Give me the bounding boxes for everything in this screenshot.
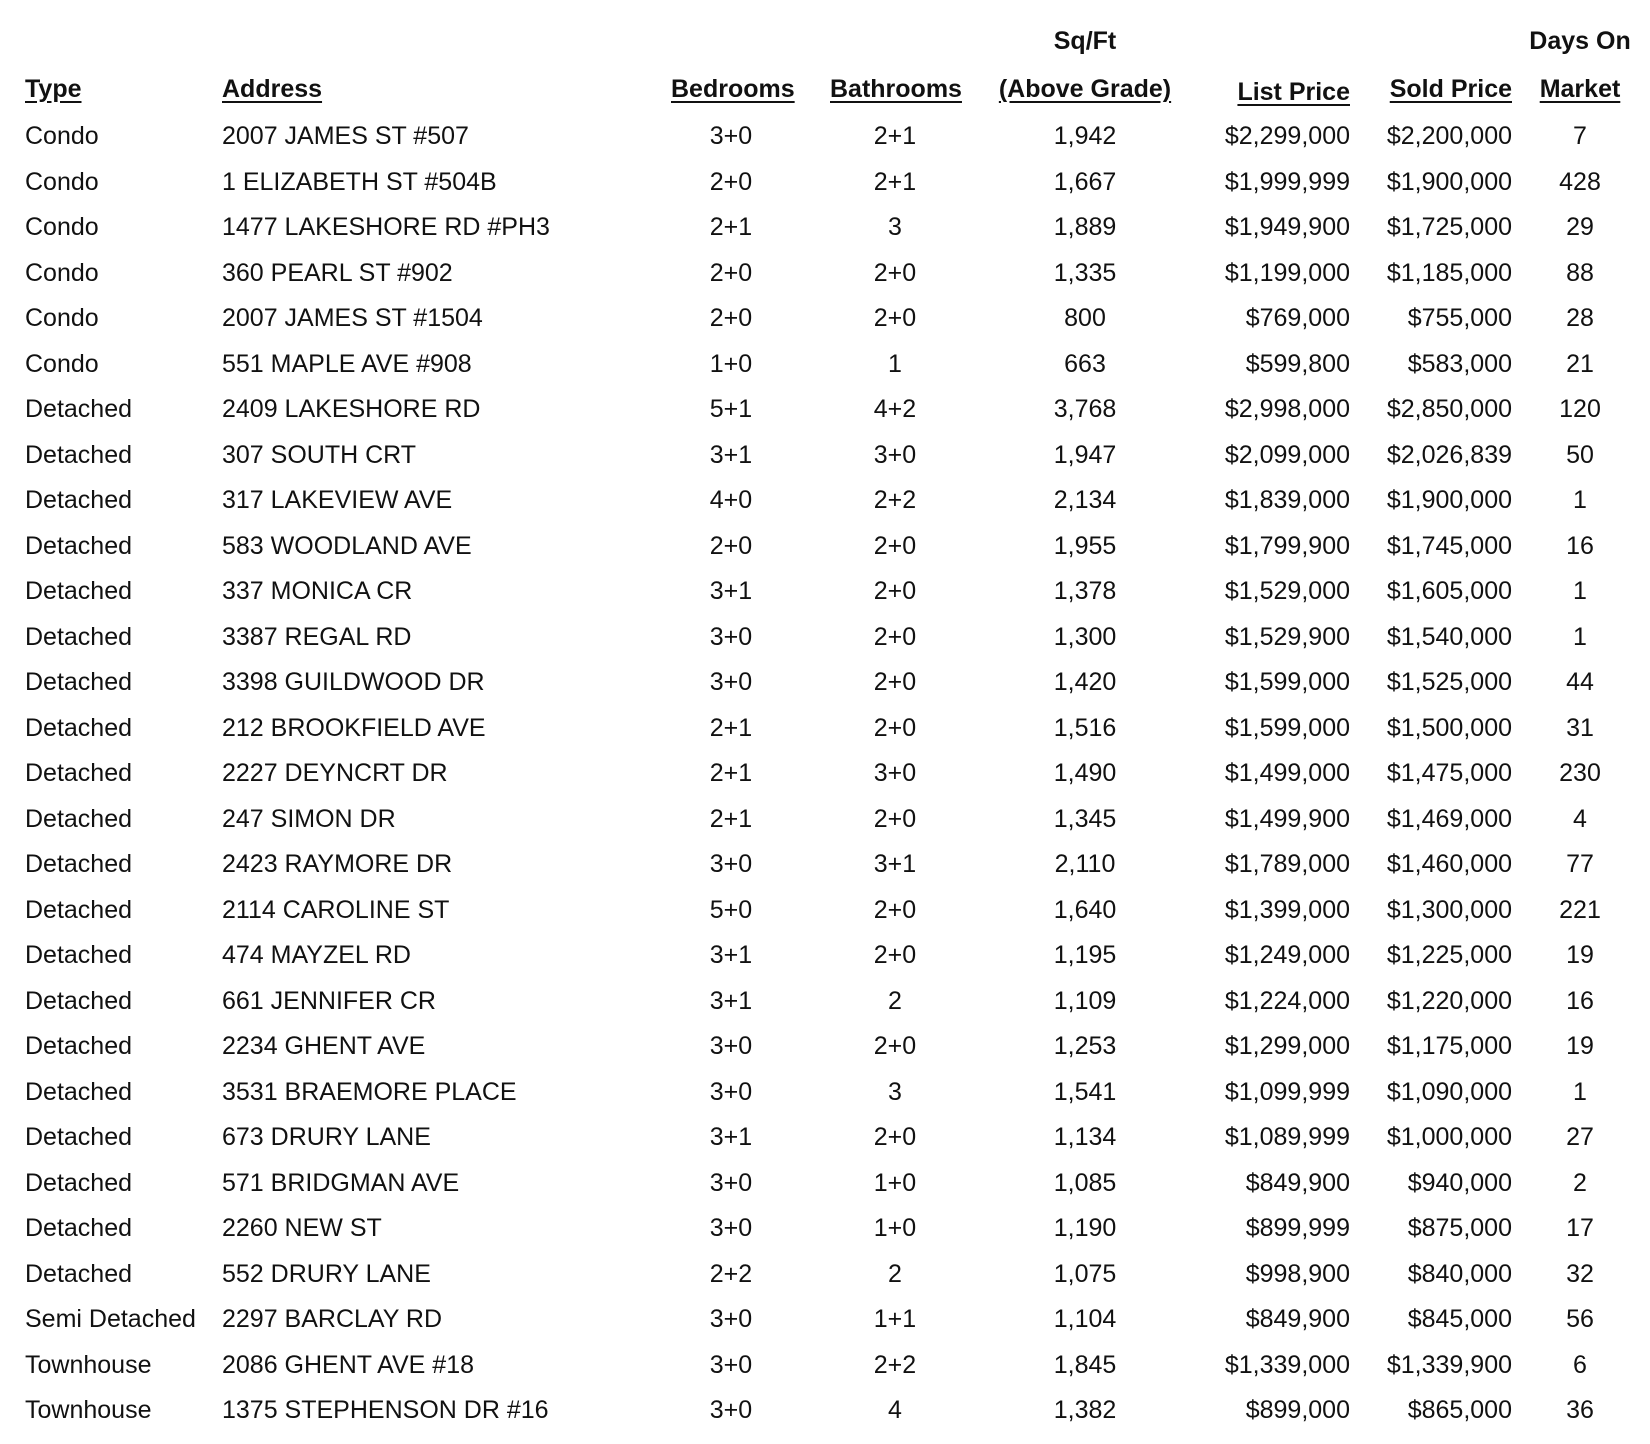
cell-bathrooms: 3 bbox=[888, 1077, 902, 1106]
cell-type: Detached bbox=[25, 850, 133, 878]
cell-sold-price: $1,175,000 bbox=[1386, 1032, 1512, 1060]
cell-sold-price: $865,000 bbox=[1407, 1396, 1512, 1424]
cell-bathrooms: 3+0 bbox=[873, 440, 917, 469]
table-row bbox=[0, 1213, 1650, 1259]
cell-sqft: 2,110 bbox=[1054, 850, 1116, 878]
cell-bathrooms: 2+0 bbox=[873, 258, 917, 287]
cell-bathrooms: 3+1 bbox=[873, 850, 917, 878]
cell-bedrooms: 3+1 bbox=[709, 941, 753, 969]
cell-days-on-market: 6 bbox=[1573, 1350, 1587, 1379]
cell-days-on-market: 120 bbox=[1559, 395, 1601, 423]
cell-sqft: 1,667 bbox=[1053, 167, 1117, 196]
table-row bbox=[0, 1031, 1650, 1077]
cell-sold-price: $1,225,000 bbox=[1386, 941, 1512, 969]
cell-bathrooms: 2+0 bbox=[873, 304, 917, 332]
table-row bbox=[0, 394, 1650, 440]
cell-bathrooms: 2+0 bbox=[873, 1032, 917, 1060]
cell-list-price: $1,224,000 bbox=[1224, 986, 1350, 1015]
cell-sqft: 1,335 bbox=[1053, 258, 1117, 287]
cell-list-price: $1,529,900 bbox=[1224, 622, 1350, 651]
cell-days-on-market: 428 bbox=[1559, 167, 1601, 196]
cell-list-price: $1,099,999 bbox=[1224, 1077, 1350, 1106]
cell-sqft: 1,345 bbox=[1053, 804, 1117, 833]
cell-bedrooms: 3+0 bbox=[709, 1305, 753, 1333]
cell-sold-price: $840,000 bbox=[1407, 1259, 1512, 1288]
cell-days-on-market: 77 bbox=[1566, 850, 1594, 878]
cell-sold-price: $1,185,000 bbox=[1386, 258, 1512, 287]
header-sold-price: Sold Price bbox=[1389, 75, 1512, 103]
cell-bedrooms: 3+0 bbox=[709, 122, 753, 150]
cell-days-on-market: 28 bbox=[1566, 304, 1594, 332]
cell-days-on-market: 88 bbox=[1566, 258, 1594, 287]
cell-days-on-market: 1 bbox=[1573, 1077, 1587, 1106]
cell-list-price: $1,529,000 bbox=[1224, 577, 1350, 605]
cell-list-price: $1,599,000 bbox=[1224, 668, 1350, 696]
table-row bbox=[0, 212, 1650, 258]
cell-address: 2423 RAYMORE DR bbox=[222, 850, 453, 878]
cell-days-on-market: 1 bbox=[1573, 622, 1587, 651]
cell-sqft: 1,075 bbox=[1053, 1259, 1117, 1288]
cell-list-price: $1,089,999 bbox=[1224, 1123, 1350, 1151]
table-row bbox=[0, 986, 1650, 1032]
cell-list-price: $2,299,000 bbox=[1224, 122, 1350, 150]
cell-type: Detached bbox=[25, 577, 133, 605]
cell-type: Detached bbox=[25, 759, 133, 787]
cell-sqft: 1,942 bbox=[1053, 122, 1117, 150]
cell-bathrooms: 2+0 bbox=[873, 1123, 917, 1151]
cell-type: Detached bbox=[25, 986, 133, 1015]
cell-days-on-market: 19 bbox=[1566, 941, 1594, 969]
cell-sqft: 1,955 bbox=[1053, 531, 1117, 560]
cell-bathrooms: 2+0 bbox=[873, 941, 917, 969]
cell-address: 317 LAKEVIEW AVE bbox=[222, 486, 453, 514]
table-row bbox=[0, 1168, 1650, 1214]
cell-list-price: $2,099,000 bbox=[1224, 440, 1350, 469]
cell-sqft: 2,134 bbox=[1053, 486, 1117, 514]
cell-sqft: 800 bbox=[1064, 304, 1106, 332]
header-bedrooms: Bedrooms bbox=[671, 75, 795, 103]
cell-type: Detached bbox=[25, 941, 133, 969]
cell-type: Detached bbox=[25, 1077, 133, 1106]
cell-bathrooms: 2+0 bbox=[873, 622, 917, 651]
cell-sqft: 1,085 bbox=[1053, 1168, 1117, 1197]
cell-address: 571 BRIDGMAN AVE bbox=[222, 1168, 460, 1197]
cell-sold-price: $2,850,000 bbox=[1386, 395, 1512, 423]
cell-list-price: $1,599,000 bbox=[1224, 713, 1350, 742]
cell-list-price: $1,499,900 bbox=[1224, 804, 1350, 833]
cell-sqft: 1,541 bbox=[1053, 1077, 1117, 1106]
cell-sqft: 1,134 bbox=[1053, 1123, 1117, 1151]
cell-sold-price: $1,605,000 bbox=[1386, 577, 1512, 605]
cell-bedrooms: 2+0 bbox=[709, 531, 753, 560]
cell-type: Detached bbox=[25, 1123, 133, 1151]
table-row bbox=[0, 531, 1650, 577]
cell-type: Detached bbox=[25, 1259, 133, 1288]
cell-days-on-market: 7 bbox=[1573, 122, 1587, 150]
cell-bathrooms: 2+0 bbox=[873, 577, 917, 605]
cell-bedrooms: 2+0 bbox=[709, 304, 753, 332]
table-row bbox=[0, 485, 1650, 531]
cell-bathrooms: 2 bbox=[888, 1259, 902, 1288]
cell-bedrooms: 5+0 bbox=[709, 895, 753, 924]
cell-address: 2297 BARCLAY RD bbox=[222, 1305, 443, 1333]
cell-bedrooms: 2+1 bbox=[709, 213, 753, 241]
cell-bathrooms: 2+2 bbox=[873, 486, 917, 514]
cell-bedrooms: 3+0 bbox=[709, 1396, 753, 1424]
cell-bedrooms: 2+2 bbox=[709, 1259, 753, 1288]
table-row bbox=[0, 713, 1650, 759]
cell-type: Detached bbox=[25, 895, 133, 924]
cell-list-price: $1,949,900 bbox=[1224, 213, 1350, 241]
cell-address: 2086 GHENT AVE #18 bbox=[222, 1350, 475, 1379]
cell-bedrooms: 2+0 bbox=[709, 258, 753, 287]
cell-days-on-market: 16 bbox=[1566, 531, 1594, 560]
cell-sqft: 1,195 bbox=[1053, 941, 1117, 969]
cell-address: 3387 REGAL RD bbox=[222, 622, 412, 651]
cell-bedrooms: 2+1 bbox=[709, 713, 753, 742]
table-row bbox=[0, 804, 1650, 850]
cell-days-on-market: 1 bbox=[1573, 577, 1587, 605]
cell-address: 1375 STEPHENSON DR #16 bbox=[222, 1396, 549, 1424]
cell-type: Detached bbox=[25, 668, 133, 696]
cell-address: 1477 LAKESHORE RD #PH3 bbox=[222, 213, 550, 241]
cell-sold-price: $1,469,000 bbox=[1386, 804, 1512, 833]
cell-type: Townhouse bbox=[25, 1350, 152, 1379]
cell-days-on-market: 16 bbox=[1566, 986, 1594, 1015]
cell-days-on-market: 21 bbox=[1566, 349, 1594, 378]
header-address: Address bbox=[222, 75, 323, 103]
cell-list-price: $1,399,000 bbox=[1224, 895, 1350, 924]
cell-sold-price: $1,460,000 bbox=[1386, 850, 1512, 878]
cell-address: 2114 CAROLINE ST bbox=[222, 895, 450, 924]
cell-type: Townhouse bbox=[25, 1396, 152, 1424]
table-row bbox=[0, 895, 1650, 941]
cell-address: 2409 LAKESHORE RD bbox=[222, 395, 481, 423]
header-sqft-line2: (Above Grade) bbox=[998, 75, 1172, 103]
cell-type: Detached bbox=[25, 713, 133, 742]
cell-list-price: $2,998,000 bbox=[1224, 395, 1350, 423]
cell-bedrooms: 2+1 bbox=[709, 804, 753, 833]
cell-sold-price: $1,745,000 bbox=[1386, 531, 1512, 560]
cell-type: Condo bbox=[25, 213, 99, 241]
cell-days-on-market: 50 bbox=[1566, 440, 1594, 469]
table-row bbox=[0, 1395, 1650, 1441]
cell-address: 1 ELIZABETH ST #504B bbox=[222, 167, 497, 196]
cell-address: 2007 JAMES ST #1504 bbox=[222, 304, 483, 332]
cell-address: 2227 DEYNCRT DR bbox=[222, 759, 448, 787]
cell-sqft: 1,104 bbox=[1053, 1305, 1117, 1333]
cell-days-on-market: 2 bbox=[1573, 1168, 1587, 1197]
cell-sqft: 1,516 bbox=[1053, 713, 1117, 742]
table-row bbox=[0, 1350, 1650, 1396]
cell-sqft: 1,490 bbox=[1053, 759, 1117, 787]
cell-type: Detached bbox=[25, 1032, 133, 1060]
cell-bathrooms: 1 bbox=[888, 349, 902, 378]
cell-bathrooms: 2+1 bbox=[873, 167, 917, 196]
cell-address: 673 DRURY LANE bbox=[222, 1123, 431, 1151]
header-days-line1: Days On bbox=[1529, 27, 1631, 55]
cell-sold-price: $875,000 bbox=[1407, 1214, 1512, 1242]
cell-sqft: 1,640 bbox=[1053, 895, 1117, 924]
cell-list-price: $769,000 bbox=[1245, 304, 1350, 332]
cell-bathrooms: 1+1 bbox=[873, 1305, 917, 1333]
cell-sqft: 663 bbox=[1064, 349, 1106, 378]
cell-bedrooms: 3+1 bbox=[709, 986, 753, 1015]
cell-bedrooms: 4+0 bbox=[709, 486, 753, 514]
cell-type: Condo bbox=[25, 122, 99, 150]
cell-sold-price: $1,090,000 bbox=[1386, 1077, 1512, 1106]
table-row bbox=[0, 1122, 1650, 1168]
table-row bbox=[0, 121, 1650, 167]
cell-list-price: $899,999 bbox=[1245, 1214, 1350, 1242]
cell-days-on-market: 221 bbox=[1559, 895, 1601, 924]
cell-list-price: $1,499,000 bbox=[1224, 759, 1350, 787]
cell-list-price: $849,900 bbox=[1245, 1305, 1350, 1333]
cell-sold-price: $1,339,900 bbox=[1386, 1350, 1512, 1379]
cell-sold-price: $1,725,000 bbox=[1386, 213, 1512, 241]
cell-bedrooms: 3+0 bbox=[709, 1214, 753, 1242]
cell-type: Condo bbox=[25, 258, 99, 287]
cell-address: 212 BROOKFIELD AVE bbox=[222, 713, 486, 742]
cell-address: 2007 JAMES ST #507 bbox=[222, 122, 469, 150]
cell-sold-price: $1,900,000 bbox=[1386, 167, 1512, 196]
cell-sqft: 1,382 bbox=[1053, 1396, 1117, 1424]
table-row bbox=[0, 758, 1650, 804]
cell-sqft: 1,109 bbox=[1053, 986, 1117, 1015]
cell-sqft: 1,378 bbox=[1053, 577, 1117, 605]
cell-type: Detached bbox=[25, 1214, 133, 1242]
table-row bbox=[0, 1077, 1650, 1123]
table-row bbox=[0, 440, 1650, 486]
cell-address: 2234 GHENT AVE bbox=[222, 1032, 426, 1060]
cell-bedrooms: 3+1 bbox=[709, 577, 753, 605]
cell-bathrooms: 2+0 bbox=[873, 804, 917, 833]
cell-address: 3398 GUILDWOOD DR bbox=[222, 668, 485, 696]
cell-sqft: 1,420 bbox=[1053, 668, 1117, 696]
cell-sold-price: $1,000,000 bbox=[1386, 1123, 1512, 1151]
cell-sold-price: $845,000 bbox=[1407, 1305, 1512, 1333]
cell-list-price: $998,900 bbox=[1245, 1259, 1350, 1288]
cell-sqft: 1,253 bbox=[1053, 1032, 1117, 1060]
cell-list-price: $1,249,000 bbox=[1224, 941, 1350, 969]
cell-bedrooms: 5+1 bbox=[709, 395, 753, 423]
cell-list-price: $1,789,000 bbox=[1224, 850, 1350, 878]
cell-list-price: $1,299,000 bbox=[1224, 1032, 1350, 1060]
cell-bedrooms: 3+0 bbox=[709, 622, 753, 651]
table-row bbox=[0, 1304, 1650, 1350]
cell-list-price: $1,799,900 bbox=[1224, 531, 1350, 560]
table-row bbox=[0, 258, 1650, 304]
table-row bbox=[0, 349, 1650, 395]
cell-type: Condo bbox=[25, 349, 99, 378]
table-row bbox=[0, 1259, 1650, 1305]
cell-bedrooms: 3+0 bbox=[709, 850, 753, 878]
cell-bathrooms: 2+0 bbox=[873, 668, 917, 696]
cell-bedrooms: 3+1 bbox=[709, 1123, 753, 1151]
cell-bathrooms: 2+0 bbox=[873, 713, 917, 742]
cell-bedrooms: 3+1 bbox=[709, 440, 753, 469]
cell-list-price: $1,339,000 bbox=[1224, 1350, 1350, 1379]
cell-days-on-market: 1 bbox=[1573, 486, 1587, 514]
cell-bathrooms: 4 bbox=[888, 1396, 902, 1424]
cell-bedrooms: 3+0 bbox=[709, 1077, 753, 1106]
cell-sqft: 1,300 bbox=[1053, 622, 1117, 651]
cell-days-on-market: 32 bbox=[1566, 1259, 1594, 1288]
cell-sold-price: $1,300,000 bbox=[1386, 895, 1512, 924]
cell-days-on-market: 29 bbox=[1566, 213, 1594, 241]
cell-bathrooms: 4+2 bbox=[873, 395, 917, 423]
cell-type: Detached bbox=[25, 395, 133, 423]
table-row bbox=[0, 849, 1650, 895]
table-body bbox=[0, 121, 1650, 1441]
cell-bathrooms: 2+1 bbox=[873, 122, 917, 150]
cell-sqft: 3,768 bbox=[1053, 395, 1117, 423]
cell-type: Detached bbox=[25, 531, 133, 560]
cell-address: 474 MAYZEL RD bbox=[222, 941, 411, 969]
table-row bbox=[0, 303, 1650, 349]
cell-list-price: $899,000 bbox=[1245, 1396, 1350, 1424]
header-days-line2: Market bbox=[1539, 75, 1621, 103]
table-row bbox=[0, 576, 1650, 622]
cell-days-on-market: 230 bbox=[1559, 759, 1601, 787]
cell-sold-price: $1,525,000 bbox=[1386, 668, 1512, 696]
cell-bathrooms: 1+0 bbox=[873, 1168, 917, 1197]
cell-days-on-market: 31 bbox=[1566, 713, 1594, 742]
cell-list-price: $1,839,000 bbox=[1224, 486, 1350, 514]
cell-sold-price: $2,026,839 bbox=[1386, 440, 1512, 469]
cell-sqft: 1,190 bbox=[1053, 1214, 1117, 1242]
cell-days-on-market: 4 bbox=[1573, 804, 1587, 833]
table-row bbox=[0, 622, 1650, 668]
cell-sqft: 1,889 bbox=[1053, 213, 1117, 241]
cell-list-price: $599,800 bbox=[1245, 349, 1350, 378]
cell-address: 661 JENNIFER CR bbox=[222, 986, 436, 1015]
cell-type: Detached bbox=[25, 804, 133, 833]
cell-type: Condo bbox=[25, 167, 99, 196]
cell-bathrooms: 2+0 bbox=[873, 895, 917, 924]
cell-address: 2260 NEW ST bbox=[222, 1214, 382, 1242]
cell-sold-price: $1,900,000 bbox=[1386, 486, 1512, 514]
cell-bedrooms: 1+0 bbox=[709, 349, 753, 378]
cell-days-on-market: 27 bbox=[1566, 1123, 1594, 1151]
cell-days-on-market: 56 bbox=[1566, 1305, 1594, 1333]
cell-bedrooms: 3+0 bbox=[709, 1350, 753, 1379]
cell-bedrooms: 3+0 bbox=[709, 668, 753, 696]
cell-type: Detached bbox=[25, 486, 133, 514]
cell-type: Detached bbox=[25, 1168, 133, 1197]
cell-address: 551 MAPLE AVE #908 bbox=[222, 349, 472, 378]
cell-days-on-market: 19 bbox=[1566, 1032, 1594, 1060]
cell-sold-price: $583,000 bbox=[1407, 349, 1512, 378]
cell-sold-price: $940,000 bbox=[1407, 1168, 1512, 1197]
cell-bathrooms: 2+0 bbox=[873, 531, 917, 560]
cell-list-price: $1,999,999 bbox=[1224, 167, 1350, 196]
cell-bathrooms: 2 bbox=[888, 986, 902, 1015]
table-row bbox=[0, 667, 1650, 713]
cell-type: Condo bbox=[25, 304, 99, 332]
table-row bbox=[0, 940, 1650, 986]
cell-sold-price: $1,475,000 bbox=[1386, 759, 1512, 787]
cell-days-on-market: 36 bbox=[1566, 1396, 1594, 1424]
cell-address: 583 WOODLAND AVE bbox=[222, 531, 472, 560]
cell-address: 337 MONICA CR bbox=[222, 577, 413, 605]
cell-sold-price: $1,500,000 bbox=[1386, 713, 1512, 742]
header-bathrooms: Bathrooms bbox=[830, 75, 962, 103]
table-row bbox=[0, 167, 1650, 213]
cell-bathrooms: 3 bbox=[888, 213, 902, 241]
cell-bathrooms: 1+0 bbox=[873, 1214, 917, 1242]
cell-bedrooms: 3+0 bbox=[709, 1168, 753, 1197]
cell-type: Detached bbox=[25, 622, 133, 651]
cell-bedrooms: 2+1 bbox=[709, 759, 753, 787]
cell-address: 3531 BRAEMORE PLACE bbox=[222, 1077, 517, 1106]
cell-sold-price: $1,540,000 bbox=[1386, 622, 1512, 651]
cell-bathrooms: 3+0 bbox=[873, 759, 917, 787]
cell-sqft: 1,845 bbox=[1053, 1350, 1117, 1379]
cell-type: Detached bbox=[25, 440, 133, 469]
cell-address: 552 DRURY LANE bbox=[222, 1259, 431, 1288]
cell-days-on-market: 44 bbox=[1566, 668, 1594, 696]
cell-bathrooms: 2+2 bbox=[873, 1350, 917, 1379]
cell-address: 247 SIMON DR bbox=[222, 804, 396, 833]
header-list-price: List Price bbox=[1237, 78, 1350, 106]
cell-bedrooms: 3+0 bbox=[709, 1032, 753, 1060]
cell-bedrooms: 2+0 bbox=[709, 167, 753, 196]
cell-address: 360 PEARL ST #902 bbox=[222, 258, 453, 287]
cell-sqft: 1,947 bbox=[1053, 440, 1117, 469]
cell-address: 307 SOUTH CRT bbox=[222, 440, 417, 469]
cell-list-price: $849,900 bbox=[1245, 1168, 1350, 1197]
header-type: Type bbox=[25, 75, 82, 103]
cell-sold-price: $2,200,000 bbox=[1386, 122, 1512, 150]
header-sqft-line1: Sq/Ft bbox=[1053, 27, 1117, 55]
cell-sold-price: $1,220,000 bbox=[1386, 986, 1512, 1015]
cell-type: Semi Detached bbox=[25, 1305, 196, 1333]
cell-days-on-market: 17 bbox=[1566, 1214, 1594, 1242]
cell-list-price: $1,199,000 bbox=[1224, 258, 1350, 287]
cell-sold-price: $755,000 bbox=[1407, 304, 1512, 332]
